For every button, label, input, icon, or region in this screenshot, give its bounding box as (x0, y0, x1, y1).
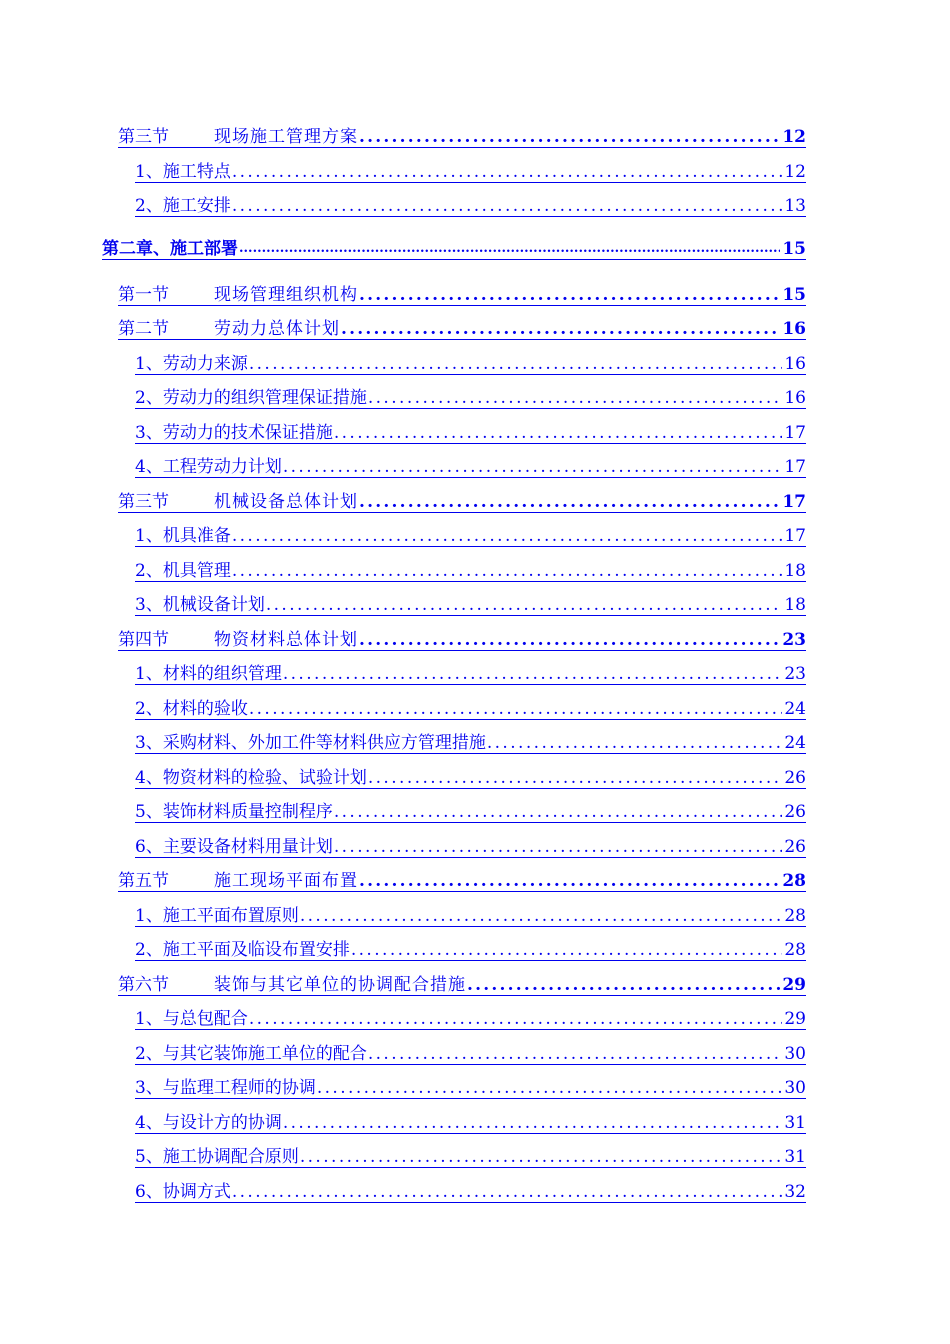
toc-entry-section[interactable] (118, 126, 806, 148)
toc-entry-label (135, 423, 333, 443)
toc-entry-title: 施工平面及临设布置安排 (162, 940, 350, 960)
toc-entry-number: 第四节 (118, 630, 169, 650)
toc-entry-item[interactable] (135, 732, 806, 754)
toc-entry-number: 6、 (135, 1182, 163, 1202)
toc-entry-item[interactable] (135, 1008, 806, 1030)
toc-dot-leader (249, 1009, 783, 1029)
toc-page-number: 17 (782, 492, 806, 512)
toc-entry-label (118, 630, 358, 650)
toc-entry-number: 2、 (135, 561, 163, 581)
toc-entry-title: 机具准备 (162, 526, 231, 546)
toc-entry-section[interactable] (118, 318, 806, 340)
toc-page-number: 17 (784, 457, 806, 477)
toc-entry-number: 2、 (135, 1044, 163, 1064)
toc-entry-label (135, 940, 350, 960)
toc-entry-title: 与监理工程师的协调 (162, 1078, 316, 1098)
toc-page-number: 23 (784, 664, 806, 684)
toc-entry-label (102, 239, 238, 259)
toc-entry-title: 施工特点 (162, 162, 231, 182)
toc-entry-title: 材料的验收 (162, 699, 248, 719)
toc-entry-number: 5、 (135, 802, 163, 822)
toc-dot-leader (359, 871, 780, 891)
toc-entry-label (135, 595, 265, 615)
toc-page-number: 26 (784, 837, 806, 857)
toc-entry-title: 采购材料、外加工件等材料供应方管理措施 (162, 733, 486, 753)
toc-entry-item[interactable] (135, 594, 806, 616)
toc-entry-label (118, 975, 466, 995)
toc-entry-item[interactable] (135, 1146, 806, 1168)
toc-page-number: 31 (784, 1147, 806, 1167)
toc-entry-number: 1、 (135, 906, 163, 926)
toc-page-number: 24 (784, 699, 806, 719)
toc-entry-title: 劳动力的技术保证措施 (162, 423, 333, 443)
toc-entry-label (135, 664, 282, 684)
toc-entry-number: 2、 (135, 388, 163, 408)
toc-entry-title: 现场管理组织机构 (214, 285, 358, 305)
toc-entry-number: 4、 (135, 457, 163, 477)
toc-entry-title: 施工安排 (162, 196, 231, 216)
toc-dot-leader (300, 1147, 783, 1167)
toc-entry-label (135, 699, 248, 719)
toc-page-number: 31 (784, 1113, 806, 1133)
toc-entry-title: 主要设备材料用量计划 (162, 837, 333, 857)
toc-dot-leader (334, 423, 783, 443)
toc-dot-leader (334, 837, 783, 857)
toc-entry-label (135, 768, 367, 788)
toc-entry-label (135, 457, 282, 477)
toc-entry-title: 与设计方的协调 (162, 1113, 282, 1133)
toc-page-number: 30 (784, 1078, 806, 1098)
toc-page-number: 26 (784, 802, 806, 822)
toc-entry-number: 4、 (135, 1113, 163, 1133)
toc-page-number: 13 (784, 196, 806, 216)
toc-page-number: 28 (784, 940, 806, 960)
toc-page-number: 12 (784, 162, 806, 182)
toc-page-number: 23 (782, 630, 806, 650)
toc-page-number: 17 (784, 423, 806, 443)
toc-dot-leader (232, 1182, 783, 1202)
toc-entry-item[interactable] (135, 525, 806, 547)
toc-dot-leader (283, 1113, 783, 1133)
toc-entry-label (135, 561, 231, 581)
toc-entry-number: 1、 (135, 162, 163, 182)
toc-page-number: 29 (784, 1009, 806, 1029)
toc-entry-label (135, 1009, 248, 1029)
toc-entry-number: 1、 (135, 1009, 163, 1029)
toc-entry-number: 第五节 (118, 871, 169, 891)
toc-page-number: 18 (784, 561, 806, 581)
toc-dot-leader (467, 975, 780, 995)
toc-dot-leader (351, 940, 783, 960)
toc-entry-item[interactable] (135, 1112, 806, 1134)
toc-entry-item[interactable] (135, 801, 806, 823)
toc-entry-item[interactable] (135, 698, 806, 720)
toc-entry-section[interactable] (118, 284, 806, 306)
toc-entry-section[interactable] (118, 974, 806, 996)
toc-page-number: 32 (784, 1182, 806, 1202)
toc-dot-leader (341, 319, 780, 339)
toc-entry-number: 3、 (135, 733, 163, 753)
toc-page-number: 28 (784, 906, 806, 926)
toc-entry-label (135, 906, 299, 926)
toc-dot-leader (232, 561, 783, 581)
toc-entry-item[interactable] (135, 1077, 806, 1099)
toc-entry-label (135, 526, 231, 546)
toc-entry-label (135, 1182, 231, 1202)
toc-dot-leader (249, 354, 783, 374)
toc-entry-title: 物资材料总体计划 (214, 630, 358, 650)
toc-page-number: 28 (782, 871, 806, 891)
toc-entry-label (135, 1078, 316, 1098)
toc-entry-number: 2、 (135, 699, 163, 719)
toc-entry-title: 劳动力总体计划 (214, 319, 340, 339)
toc-page-number: 30 (784, 1044, 806, 1064)
toc-dot-leader (232, 196, 783, 216)
toc-entry-number: 第二节 (118, 319, 169, 339)
toc-dot-leader (232, 162, 783, 182)
toc-dot-leader (334, 802, 783, 822)
toc-page-number: 26 (784, 768, 806, 788)
toc-entry-number: 第三节 (118, 492, 169, 512)
toc-dot-leader (283, 457, 783, 477)
toc-dot-leader (359, 630, 780, 650)
toc-entry-number: 第三节 (118, 127, 169, 147)
toc-entry-title: 劳动力来源 (162, 354, 248, 374)
toc-dot-leader (317, 1078, 783, 1098)
toc-entry-title: 第二章、施工部署 (102, 239, 238, 259)
toc-entry-item[interactable] (135, 767, 806, 789)
toc-entry-number: 5、 (135, 1147, 163, 1167)
toc-entry-item[interactable] (135, 560, 806, 582)
toc-entry-label (118, 285, 358, 305)
toc-entry-title: 机具管理 (162, 561, 231, 581)
toc-page-number: 16 (782, 319, 806, 339)
toc-dot-leader (249, 699, 783, 719)
toc-entry-number: 3、 (135, 1078, 163, 1098)
toc-entry-item[interactable] (135, 195, 806, 217)
toc-entry-item[interactable] (135, 905, 806, 927)
toc-page-number: 15 (782, 239, 806, 259)
toc-entry-label (118, 127, 358, 147)
toc-entry-number: 第六节 (118, 975, 169, 995)
toc-entry-item[interactable] (135, 422, 806, 444)
toc-dot-leader (283, 664, 783, 684)
toc-entry-title: 工程劳动力计划 (162, 457, 282, 477)
toc-entry-label (135, 196, 231, 216)
toc-entry-title: 现场施工管理方案 (214, 127, 358, 147)
toc-dot-leader (239, 239, 780, 259)
toc-entry-label (135, 1113, 282, 1133)
toc-dot-leader (300, 906, 783, 926)
toc-page-number: 29 (782, 975, 806, 995)
toc-entry-item[interactable] (135, 836, 806, 858)
toc-entry-item[interactable] (135, 456, 806, 478)
toc-dot-leader (368, 768, 783, 788)
toc-page-number: 24 (784, 733, 806, 753)
toc-entry-title: 施工现场平面布置 (214, 871, 358, 891)
toc-entry-number: 3、 (135, 423, 163, 443)
toc-dot-leader (359, 127, 780, 147)
toc-entry-label (135, 837, 333, 857)
toc-entry-label (135, 388, 367, 408)
toc-entry-title: 材料的组织管理 (162, 664, 282, 684)
toc-entry-title: 与其它装饰施工单位的配合 (162, 1044, 367, 1064)
toc-entry-label (135, 802, 333, 822)
toc-entry-number: 1、 (135, 526, 163, 546)
toc-entry-number: 6、 (135, 837, 163, 857)
toc-entry-label (118, 871, 358, 891)
toc-page-number: 12 (782, 127, 806, 147)
toc-entry-number: 4、 (135, 768, 163, 788)
toc-entry-section[interactable] (118, 629, 806, 651)
toc-entry-label (135, 1147, 299, 1167)
toc-dot-leader (359, 492, 780, 512)
toc-entry-item[interactable] (135, 161, 806, 183)
toc-page-number: 16 (784, 388, 806, 408)
toc-dot-leader (266, 595, 783, 615)
toc-entry-number: 2、 (135, 196, 163, 216)
toc-entry-item[interactable] (135, 663, 806, 685)
toc-entry-chapter[interactable] (102, 238, 806, 260)
toc-entry-label (118, 492, 358, 512)
toc-entry-label (135, 354, 248, 374)
toc-dot-leader (368, 1044, 783, 1064)
toc-entry-title: 施工协调配合原则 (162, 1147, 299, 1167)
toc-entry-label (135, 1044, 367, 1064)
toc-entry-number: 1、 (135, 664, 163, 684)
toc-entry-number: 1、 (135, 354, 163, 374)
toc-entry-section[interactable] (118, 491, 806, 513)
toc-entry-number: 3、 (135, 595, 163, 615)
toc-page-number: 18 (784, 595, 806, 615)
toc-entry-title: 物资材料的检验、试验计划 (162, 768, 367, 788)
toc-entry-item[interactable] (135, 939, 806, 961)
toc-entry-label (135, 162, 231, 182)
toc-entry-title: 劳动力的组织管理保证措施 (162, 388, 367, 408)
toc-entry-title: 机械设备计划 (162, 595, 265, 615)
toc-entry-title: 施工平面布置原则 (162, 906, 299, 926)
toc-entry-item[interactable] (135, 1181, 806, 1203)
toc-entry-section[interactable] (118, 870, 806, 892)
toc-entry-title: 机械设备总体计划 (214, 492, 358, 512)
toc-entry-item[interactable] (135, 387, 806, 409)
toc-dot-leader (359, 285, 780, 305)
toc-page-number: 15 (782, 285, 806, 305)
toc-page-number: 16 (784, 354, 806, 374)
toc-dot-leader (368, 388, 783, 408)
toc-entry-item[interactable] (135, 353, 806, 375)
toc-entry-number: 第一节 (118, 285, 169, 305)
toc-entry-title: 协调方式 (162, 1182, 231, 1202)
toc-dot-leader (487, 733, 783, 753)
toc-page-number: 17 (784, 526, 806, 546)
toc-entry-label (118, 319, 340, 339)
toc-entry-item[interactable] (135, 1043, 806, 1065)
toc-dot-leader (232, 526, 783, 546)
toc-entry-title: 装饰与其它单位的协调配合措施 (214, 975, 466, 995)
toc-entry-title: 与总包配合 (162, 1009, 248, 1029)
toc-entry-number: 2、 (135, 940, 163, 960)
toc-entry-label (135, 733, 486, 753)
toc-entry-title: 装饰材料质量控制程序 (162, 802, 333, 822)
